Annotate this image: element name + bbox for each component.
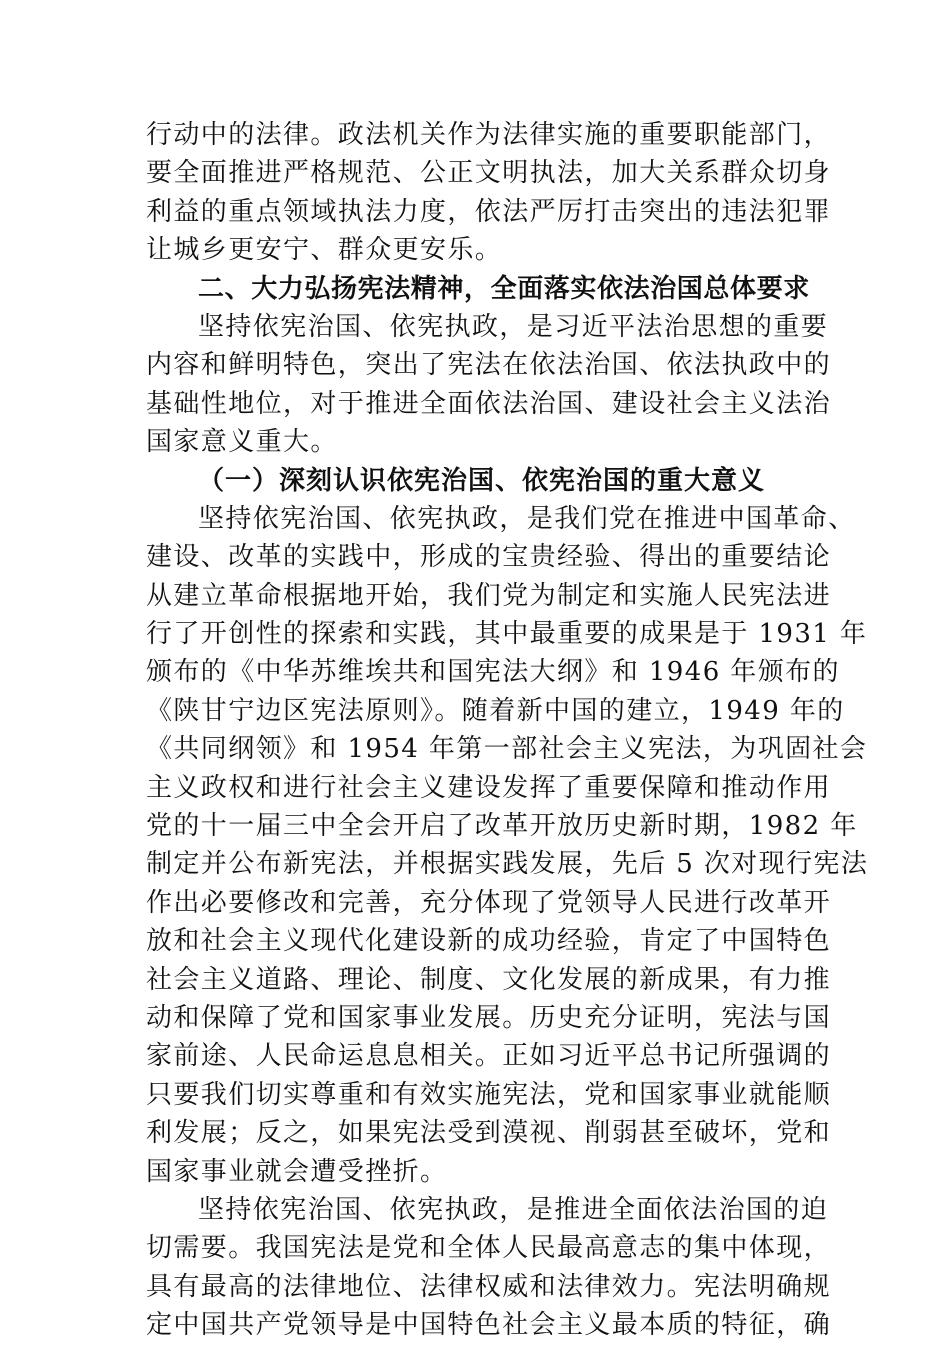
paragraph-first-line: 坚持依宪治国、依宪执政，是推进全面依法治国的迫 [198,1194,829,1225]
text-line: 只要我们切实尊重和有效实施宪法，党和国家事业就能顺 [146,1079,832,1110]
text-line: 作出必要修改和完善，充分体现了党领导人民进行改革开 [146,887,832,918]
paragraph-first-line: 坚持依宪治国、依宪执政，是我们党在推进中国革命、 [198,503,856,534]
text-line: 利益的重点领域执法力度，依法严厉打击突出的违法犯罪 [146,196,832,227]
text-line: 建设、改革的实践中，形成的宝贵经验、得出的重要结论 [146,542,832,573]
text-line: 颁布的《中华苏维埃共和国宪法大纲》和 1946 年颁布的 [146,657,840,688]
text-line: 要全面推进严格规范、公正文明执法，加大关系群众切身 [146,158,832,189]
text-line: 利发展；反之，如果宪法受到漠视、削弱甚至破坏，党和 [146,1118,832,1149]
text-line: 《陕甘宁边区宪法原则》。随着新中国的建立，1949 年的 [146,695,845,726]
subsection-heading: （一）深刻认识依宪治国、依宪治国的重大意义 [198,465,766,496]
text-line: 基础性地位，对于推进全面依法治国、建设社会主义法治 [146,388,832,419]
paragraph-first-line: 坚持依宪治国、依宪执政，是习近平法治思想的重要 [198,311,829,342]
text-line: 制定并公布新宪法，并根据实践发展，先后 5 次对现行宪法 [146,849,869,880]
text-line: 定中国共产党领导是中国特色社会主义最本质的特征，确 [146,1310,832,1341]
document-body [146,116,869,1345]
text-line: 国家事业就会遭受挫折。 [146,1156,448,1187]
text-line: 放和社会主义现代化建设新的成功经验，肯定了中国特色 [146,926,832,957]
text-line: 切需要。我国宪法是党和全体人民最高意志的集中体现， [146,1233,832,1264]
text-line: 《共同纲领》和 1954 年第一部社会主义宪法，为巩固社会 [146,734,868,765]
text-line: 国家意义重大。 [146,427,338,458]
text-line: 让城乡更安宁、群众更安乐。 [146,235,503,266]
text-line: 动和保障了党和国家事业发展。历史充分证明，宪法与国 [146,1002,832,1033]
text-line: 主义政权和进行社会主义建设发挥了重要保障和推动作用 [146,772,832,803]
text-line: 行了开创性的探索和实践，其中最重要的成果是于 1931 年 [146,619,868,650]
section-heading: 二、大力弘扬宪法精神，全面落实依法治国总体要求 [198,273,810,304]
text-line: 具有最高的法律地位、法律权威和法律效力。宪法明确规 [146,1271,832,1302]
text-line: 党的十一届三中全会开启了改革开放历史新时期，1982 年 [146,811,858,842]
text-line: 社会主义道路、理论、制度、文化发展的新成果，有力推 [146,964,832,995]
text-line: 内容和鲜明特色，突出了宪法在依法治国、依法执政中的 [146,350,832,381]
text-line: 行动中的法律。政法机关作为法律实施的重要职能部门， [146,120,832,150]
text-line: 从建立革命根据地开始，我们党为制定和实施人民宪法进 [146,580,832,611]
text-line: 家前途、人民命运息息相关。正如习近平总书记所强调的 [146,1041,832,1072]
